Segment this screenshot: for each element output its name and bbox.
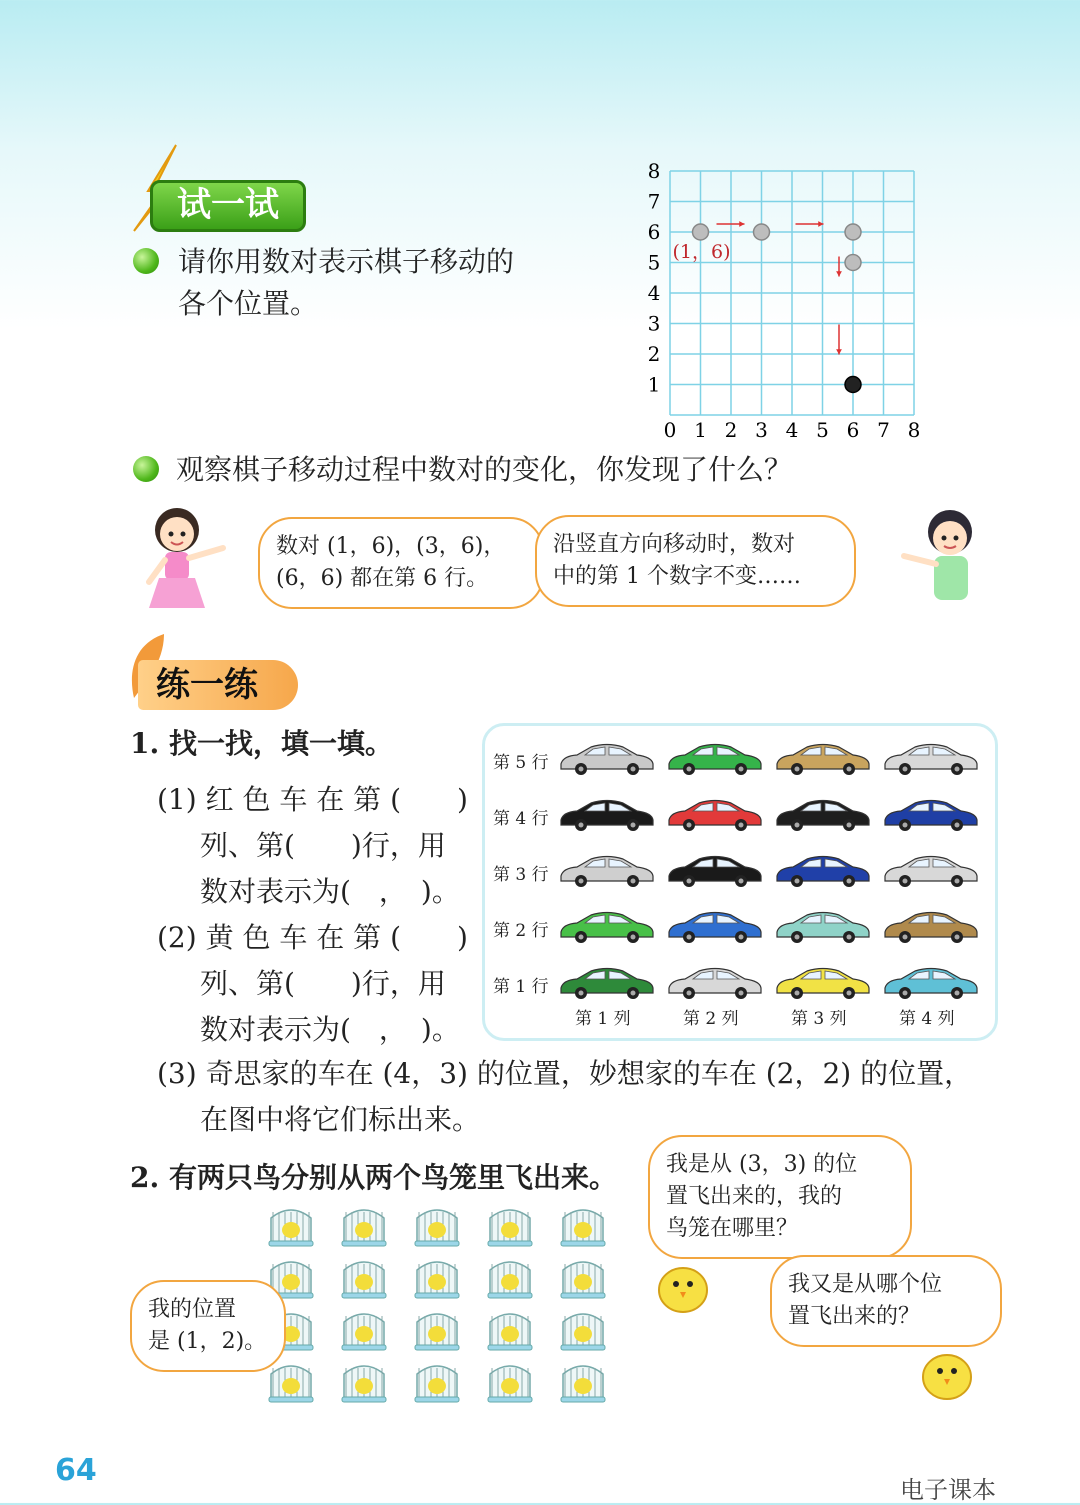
girl-speech-line-2: (6，6) 都在第 6 行。 xyxy=(276,566,489,591)
chess-piece xyxy=(754,224,770,240)
car-icon xyxy=(881,906,981,946)
try-section-title: 试一试 xyxy=(150,180,306,232)
bird-cage-icon xyxy=(484,1304,536,1352)
car-icon xyxy=(881,738,981,778)
cars-grid-panel xyxy=(482,723,998,1041)
bird-cage-icon xyxy=(557,1304,609,1352)
boy-character xyxy=(890,500,1000,610)
exercise-1-title: 1. 找一找，填一填。 xyxy=(130,727,393,760)
car-column-label: 第 2 列 xyxy=(683,1009,739,1029)
question-1-line-1: 请你用数对表示棋子移动的 xyxy=(178,245,515,278)
girl-character xyxy=(135,500,235,620)
x-tick-label: 1 xyxy=(694,418,707,442)
x-tick-label: 0 xyxy=(663,418,677,442)
practice-section-title: 练一练 xyxy=(138,660,298,710)
bird-cage-icon xyxy=(557,1200,609,1248)
left-speech-line-2: 是 (1，2)。 xyxy=(148,1329,267,1354)
boy-speech-line-1: 沿竖直方向移动时，数对 xyxy=(553,532,796,557)
x-tick-label: 3 xyxy=(755,418,768,442)
bird-a-speech-line-2: 置飞出来的，我的 xyxy=(666,1184,843,1209)
arrow-head xyxy=(739,221,744,227)
bullet-icon xyxy=(133,248,159,274)
boy-speech-bubble xyxy=(535,515,856,607)
exercise-1-3-line-2: 在图中将它们标出来。 xyxy=(200,1103,481,1136)
page-number: 64 xyxy=(55,1453,97,1488)
car-icon xyxy=(665,962,765,1002)
car-row-label: 第 1 行 xyxy=(493,977,549,997)
question-2: 观察棋子移动过程中数对的变化，你发现了什么？ xyxy=(176,453,793,486)
start-position-label: (1，6) xyxy=(672,241,731,263)
y-tick-label: 4 xyxy=(647,281,661,305)
exercise-1-1-line-1: (1) 红 色 车 在 第 ( ) xyxy=(157,783,468,816)
bird-b-speech-line-1: 我又是从哪个位 xyxy=(788,1272,943,1297)
chess-piece xyxy=(845,224,861,240)
x-tick-label: 2 xyxy=(724,418,738,442)
car-icon xyxy=(557,794,657,834)
x-tick-label: 4 xyxy=(785,418,799,442)
car-icon xyxy=(881,850,981,890)
exercise-1-1-line-2: 列、第( )行，用 xyxy=(200,829,446,862)
car-row-label: 第 3 行 xyxy=(493,865,549,885)
bird-cage-icon xyxy=(338,1200,390,1248)
bird-a-speech-line-1: 我是从 (3，3) 的位 xyxy=(666,1152,858,1177)
bird-cage-icon xyxy=(338,1356,390,1404)
car-icon xyxy=(557,906,657,946)
bird-cage-icon xyxy=(338,1304,390,1352)
car-icon xyxy=(773,962,873,1002)
bird-cage-icon xyxy=(484,1356,536,1404)
car-column-label: 第 4 列 xyxy=(899,1009,955,1029)
bird-cage-icon xyxy=(338,1252,390,1300)
car-icon xyxy=(665,850,765,890)
car-column-label: 第 1 列 xyxy=(575,1009,631,1029)
bird-b-speech-line-2: 置飞出来的？ xyxy=(788,1304,921,1329)
y-tick-label: 7 xyxy=(647,189,661,214)
car-icon xyxy=(773,850,873,890)
arrow-head xyxy=(836,271,842,276)
car-icon xyxy=(773,738,873,778)
car-icon xyxy=(557,962,657,1002)
chess-piece xyxy=(845,377,861,393)
bird-cage-icon xyxy=(411,1356,463,1404)
car-icon xyxy=(557,850,657,890)
bird-b-speech-bubble xyxy=(770,1255,1002,1347)
exercise-1-2-line-2: 列、第( )行，用 xyxy=(200,967,446,1000)
car-column-label: 第 3 列 xyxy=(791,1009,847,1029)
car-row-label: 第 5 行 xyxy=(493,753,549,773)
bird-cage-icon xyxy=(484,1252,536,1300)
y-tick-label: 6 xyxy=(647,220,661,244)
y-tick-label: 5 xyxy=(647,250,661,275)
car-icon xyxy=(773,906,873,946)
coordinate-grid xyxy=(640,159,940,445)
x-tick-label: 7 xyxy=(877,418,890,442)
girl-speech-line-1: 数对 (1，6)，(3，6)， xyxy=(276,534,506,559)
left-speech-bubble xyxy=(130,1280,286,1372)
bird-cage-icon xyxy=(265,1200,317,1248)
exercise-1-3-line-1: (3) 奇思家的车在 (4，3) 的位置，妙想家的车在 (2，2) 的位置， xyxy=(157,1057,973,1090)
bird-cage-icon xyxy=(411,1252,463,1300)
y-tick-label: 3 xyxy=(647,311,661,336)
car-icon xyxy=(665,794,765,834)
car-icon xyxy=(773,794,873,834)
bird-cage-icon xyxy=(484,1200,536,1248)
car-icon xyxy=(665,738,765,778)
y-tick-label: 1 xyxy=(647,372,661,397)
exercise-1-2-line-1: (2) 黄 色 车 在 第 ( ) xyxy=(157,921,468,954)
car-icon xyxy=(881,794,981,834)
car-row-label: 第 2 行 xyxy=(493,921,549,941)
car-row-label: 第 4 行 xyxy=(493,809,549,829)
x-tick-label: 8 xyxy=(907,418,921,442)
bird-cage-icon xyxy=(411,1200,463,1248)
x-tick-label: 5 xyxy=(816,418,829,442)
bird-cage-icon xyxy=(557,1356,609,1404)
chick-icon xyxy=(648,1258,718,1318)
bullet-icon xyxy=(133,456,159,482)
exercise-1-1-line-3: 数对表示为( ， )。 xyxy=(200,875,460,908)
bird-cages-grid xyxy=(265,1200,625,1410)
bird-cage-icon xyxy=(411,1304,463,1352)
boy-speech-line-2: 中的第 1 个数字不变…… xyxy=(553,564,801,589)
chess-piece xyxy=(693,224,709,240)
bird-a-speech-line-3: 鸟笼在哪里？ xyxy=(666,1216,799,1241)
y-tick-label: 2 xyxy=(647,342,661,366)
bird-a-speech-bubble xyxy=(648,1135,912,1259)
bird-cage-icon xyxy=(557,1252,609,1300)
watermark: 电子课本 xyxy=(900,1476,996,1504)
question-1-line-2: 各个位置。 xyxy=(178,287,319,320)
car-icon xyxy=(557,738,657,778)
car-icon xyxy=(665,906,765,946)
car-icon xyxy=(881,962,981,1002)
chess-piece xyxy=(845,255,861,271)
exercise-2-title: 2. 有两只鸟分别从两个鸟笼里飞出来。 xyxy=(130,1161,617,1194)
exercise-1-2-line-3: 数对表示为( ， )。 xyxy=(200,1013,460,1046)
girl-speech-bubble xyxy=(258,517,544,609)
chick-icon xyxy=(912,1345,982,1405)
left-speech-line-1: 我的位置 xyxy=(148,1297,237,1322)
x-tick-label: 6 xyxy=(846,418,860,442)
y-tick-label: 8 xyxy=(647,159,661,183)
